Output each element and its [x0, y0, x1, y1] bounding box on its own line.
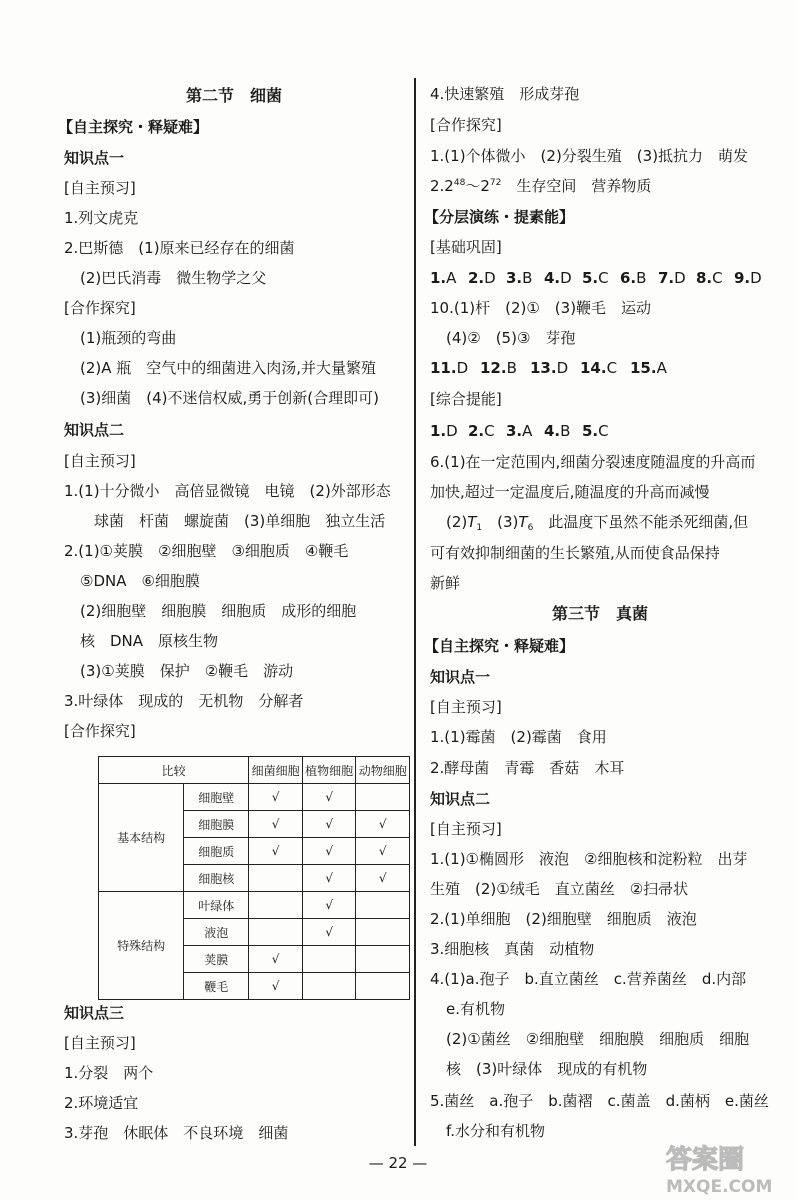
answer-line: (2)①菌丝 ②细胞壁 细胞膜 细胞质 细胞 — [446, 1030, 750, 1048]
table-cell: √ — [249, 811, 303, 838]
answer-line: 6.(1)在一定范围内,细菌分裂速度随温度的升高而 — [430, 453, 756, 471]
knowledge-point-heading: 知识点一 — [64, 149, 125, 167]
table-row-label: 细胞膜 — [184, 811, 249, 838]
answer-line: 1.列文虎克 — [64, 209, 139, 227]
mc-answer-item — [734, 268, 762, 288]
answer-line: 2.环境适宜 — [64, 1094, 139, 1112]
answer-letter: B — [506, 359, 517, 377]
answer-letter: C — [598, 422, 609, 440]
table-cell: √ — [302, 811, 356, 838]
sub-heading: [合作探究] — [430, 116, 502, 134]
sub-heading: [自主预习] — [64, 1034, 136, 1052]
table-cell: √ — [302, 892, 356, 919]
mc-answer-item — [696, 268, 723, 288]
answer-line: 4.(1)a.孢子 b.直立菌丝 c.营养菌丝 d.内部 — [430, 970, 747, 988]
mc-answer-item — [506, 268, 532, 288]
subscript: 6 — [527, 523, 534, 533]
question-number: 4. — [544, 269, 561, 287]
table-row-label: 细胞壁 — [184, 784, 249, 811]
section-title: 第二节 细菌 — [186, 86, 283, 105]
question-number: 13. — [530, 359, 557, 377]
answer-line: 1.(1)个体微小 (2)分裂生殖 (3)抵抗力 萌发 — [430, 147, 749, 165]
knowledge-point-heading: 知识点二 — [64, 421, 125, 439]
answer-letter: D — [750, 269, 762, 287]
knowledge-point-heading: 知识点二 — [430, 790, 491, 808]
answer-letter: A — [656, 359, 667, 377]
mc-answer-item — [620, 268, 646, 288]
table-row-label: 荚膜 — [184, 946, 249, 973]
sub-heading: [基础巩固] — [430, 238, 502, 256]
answer-line: 1.(1)①椭圆形 液泡 ②细胞核和淀粉粒 出芽 — [430, 850, 748, 868]
question-number: 3. — [506, 422, 523, 440]
answer-line: 加快,超过一定温度后,随温度的升高而减慢 — [430, 483, 710, 501]
answer-line: 4.快速繁殖 形成芽孢 — [430, 85, 580, 103]
table-header-cell: 细菌细胞 — [249, 757, 303, 784]
answer-letter: A — [446, 269, 457, 287]
watermark-logo — [662, 1138, 790, 1198]
answer-line: 5.菌丝 a.孢子 b.菌褶 c.菌盖 d.菌柄 e.菌丝 — [430, 1092, 769, 1110]
answer-line: 1.分裂 两个 — [64, 1064, 154, 1082]
table-row-label: 鞭毛 — [184, 973, 249, 1000]
question-number: 12. — [480, 359, 507, 377]
table-header-cell: 比较 — [99, 757, 249, 784]
exponent: 72 — [489, 178, 502, 188]
variable: T — [467, 513, 477, 531]
answer-line-subscript — [446, 512, 748, 532]
table-row-label: 液泡 — [184, 919, 249, 946]
table-cell: √ — [356, 865, 410, 892]
answer-line: 2.(1)①荚膜 ②细胞壁 ③细胞质 ④鞭毛 — [64, 542, 349, 560]
sub-heading: [自主预习] — [64, 452, 136, 470]
answer-letter: C — [598, 269, 609, 287]
section-heading: 【自主探究・释疑难】 — [424, 637, 575, 655]
mc-answer-item — [480, 358, 517, 378]
sub-heading: [自主预习] — [430, 820, 502, 838]
section-title: 第三节 真菌 — [552, 604, 649, 623]
answer-letter: D — [556, 359, 569, 377]
subscript: 1 — [476, 523, 483, 533]
answer-line: 3.芽孢 休眠体 不良环境 细菌 — [64, 1124, 289, 1142]
answer-letter: C — [606, 359, 618, 377]
answer-line: 2.酵母菌 青霉 香菇 木耳 — [430, 759, 625, 777]
table-group-label: 基本结构 — [99, 784, 184, 892]
knowledge-point-heading: 知识点一 — [430, 668, 491, 686]
mc-answer-item — [658, 268, 686, 288]
answer-line: e.有机物 — [446, 1000, 505, 1018]
answer-line-exponent — [430, 176, 651, 196]
answer-text: 生存空间 营养物质 — [501, 177, 652, 195]
table-row-label: 细胞质 — [184, 838, 249, 865]
table-header-cell: 动物细胞 — [356, 757, 410, 784]
sub-heading: [合作探究] — [64, 299, 136, 317]
answer-text: ～2 — [465, 177, 490, 195]
table-cell: √ — [356, 838, 410, 865]
answer-line: 3.叶绿体 现成的 无机物 分解者 — [64, 692, 304, 710]
section-heading: 【自主探究・释疑难】 — [58, 118, 209, 136]
answer-letter: D — [456, 359, 469, 377]
answer-line: 球菌 杆菌 螺旋菌 (3)单细胞 独立生活 — [94, 512, 386, 530]
answer-line: 2.巴斯德 (1)原来已经存在的细菌 — [64, 239, 295, 257]
sub-heading: [合作探究] — [64, 722, 136, 740]
watermark-url: MXQE.COM — [666, 1177, 773, 1197]
answer-line: 10.(1)杆 (2)① (3)鞭毛 运动 — [430, 299, 652, 317]
question-number: 11. — [430, 359, 457, 377]
answer-line: 2.(1)单细胞 (2)细胞壁 细胞质 液泡 — [430, 910, 697, 928]
table-header-cell: 植物细胞 — [302, 757, 356, 784]
answer-letter: D — [446, 422, 458, 440]
answer-line: (1)瓶颈的弯曲 — [80, 329, 177, 347]
mc-answer-item — [430, 421, 458, 441]
question-number: 7. — [658, 269, 675, 287]
answer-letter: D — [560, 269, 572, 287]
question-number: 8. — [696, 269, 713, 287]
answer-line: 新鲜 — [430, 574, 461, 592]
table-group-label: 特殊结构 — [99, 892, 184, 1000]
mc-answer-item — [468, 268, 496, 288]
table-cell: √ — [302, 865, 356, 892]
mc-answer-item — [430, 268, 456, 288]
section-heading: 【分层演练・提素能】 — [424, 208, 575, 226]
answer-line: 核 DNA 原核生物 — [80, 632, 219, 650]
table-cell: √ — [249, 838, 303, 865]
table-row-label: 细胞核 — [184, 865, 249, 892]
sub-heading: [自主预习] — [430, 698, 502, 716]
answer-letter: B — [636, 269, 647, 287]
mc-answer-item — [544, 268, 572, 288]
answer-line: (2)巴氏消毒 微生物学之父 — [80, 269, 267, 287]
question-number: 6. — [620, 269, 637, 287]
question-number: 1. — [430, 422, 447, 440]
answer-letter: C — [484, 422, 495, 440]
mc-answer-item — [582, 268, 609, 288]
variable: T — [518, 513, 528, 531]
answer-line: (3)①荚膜 保护 ②鞭毛 游动 — [80, 662, 294, 680]
table-cell: √ — [302, 838, 356, 865]
mc-answer-item — [582, 421, 609, 441]
answer-line: 1.(1)霉菌 (2)霉菌 食用 — [430, 728, 607, 746]
knowledge-point-heading: 知识点三 — [64, 1004, 125, 1022]
table-cell: √ — [302, 919, 356, 946]
answer-text: 此温度下虽然不能杀死细菌,但 — [533, 513, 749, 531]
table-cell: √ — [249, 784, 303, 811]
answer-letter: C — [712, 269, 723, 287]
table-cell: √ — [249, 973, 303, 1000]
answer-letter: B — [560, 422, 571, 440]
table-cell: √ — [249, 946, 303, 973]
answer-text: (3) — [482, 513, 519, 531]
question-number: 5. — [582, 269, 599, 287]
mc-answer-item — [430, 358, 468, 378]
page-number: — 22 — — [368, 1154, 428, 1172]
answer-line: 3.细胞核 真菌 动植物 — [430, 940, 595, 958]
answer-line: ⑤DNA ⑥细胞膜 — [80, 572, 200, 590]
exponent: 48 — [453, 178, 466, 188]
answer-line: (3)细菌 (4)不迷信权威,勇于创新(合理即可) — [80, 389, 379, 407]
mc-answer-item — [580, 358, 617, 378]
question-number: 15. — [630, 359, 657, 377]
answer-text: 2.2 — [430, 177, 454, 195]
mc-answer-item — [468, 421, 495, 441]
sub-heading: [自主预习] — [64, 179, 136, 197]
answer-line: (4)② (5)③ 芽孢 — [446, 329, 576, 347]
watermark-text: 答案圈 — [666, 1145, 745, 1175]
mc-answer-item — [544, 421, 570, 441]
answer-line: f.水分和有机物 — [446, 1122, 545, 1140]
sub-heading: [综合提能] — [430, 390, 502, 408]
answer-line: 可有效抑制细菌的生长繁殖,从而使食品保持 — [430, 544, 720, 562]
answer-line: (2)细胞壁 细胞膜 细胞质 成形的细胞 — [80, 602, 357, 620]
question-number: 2. — [468, 269, 485, 287]
question-number: 14. — [580, 359, 607, 377]
question-number: 9. — [734, 269, 751, 287]
answer-letter: B — [522, 269, 533, 287]
table-cell: √ — [302, 784, 356, 811]
answer-text: (2) — [446, 513, 468, 531]
mc-answer-item — [506, 421, 532, 441]
answer-letter: D — [484, 269, 496, 287]
question-number: 2. — [468, 422, 485, 440]
question-number: 4. — [544, 422, 561, 440]
question-number: 3. — [506, 269, 523, 287]
question-number: 1. — [430, 269, 447, 287]
answer-line: (2)A 瓶 空气中的细菌进入肉汤,并大量繁殖 — [80, 359, 377, 377]
answer-letter: D — [674, 269, 686, 287]
table-cell: √ — [356, 811, 410, 838]
question-number: 5. — [582, 422, 599, 440]
table-row-label: 叶绿体 — [184, 892, 249, 919]
answer-line: 生殖 (2)①绒毛 直立菌丝 ②扫帚状 — [430, 880, 689, 898]
answer-letter: A — [522, 422, 533, 440]
mc-answer-item — [530, 358, 568, 378]
answer-line: 1.(1)十分微小 高倍显微镜 电镜 (2)外部形态 — [64, 482, 391, 500]
answer-line: 核 (3)叶绿体 现成的有机物 — [446, 1060, 648, 1078]
mc-answer-item — [630, 358, 667, 378]
